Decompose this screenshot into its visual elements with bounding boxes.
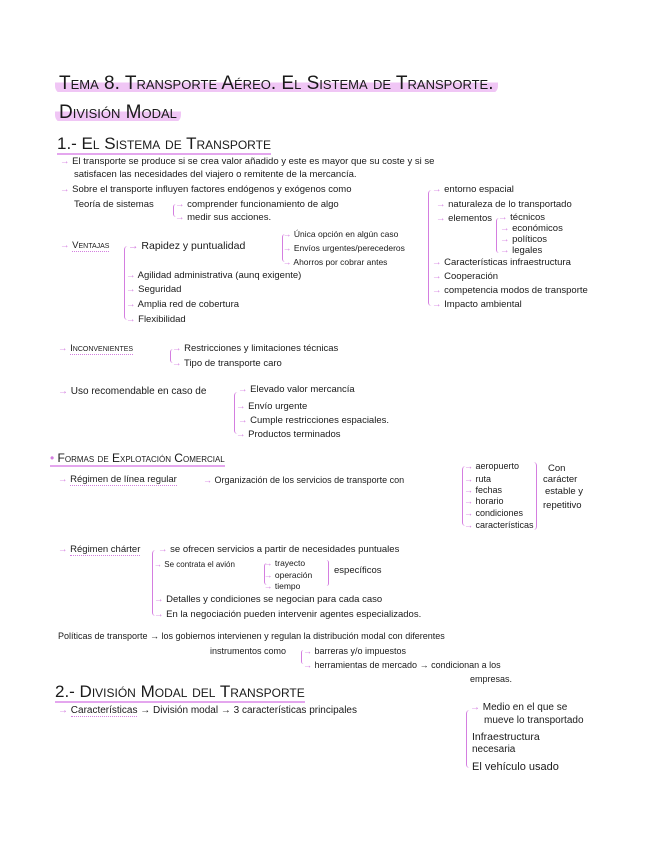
regular-item: → aeropuerto [464, 460, 519, 472]
uso-item: → Elevado valor mercancía [238, 384, 355, 396]
regular-text: Régimen de línea regular [70, 474, 177, 485]
charter-text: Régimen chárter [70, 544, 141, 555]
uso-bracket [234, 392, 241, 434]
instrumento-item: → herramientas de mercado → condicionan a los [303, 659, 501, 671]
s2-line-text: → División modal → 3 características principales [140, 705, 357, 716]
teoria-item: → comprender funcionamiento de algo [175, 199, 339, 211]
instrumento-item: → barreras y/o impuestos [303, 645, 406, 657]
regular-note: estable y [545, 486, 584, 497]
regular-note: repetitivo [543, 500, 582, 511]
caracteristicas-label: Características [70, 705, 138, 716]
paragraph-1b: satisfacen las necesidades del viajero o remitente de la mercancía. [74, 169, 357, 180]
charter-item: → Se contrata el avión [154, 559, 235, 571]
regular-note-bracket [530, 462, 537, 530]
paragraph-1a: → El transporte se produce si se crea valor añadido y este es mayor que su coste y si se [60, 156, 434, 168]
section-1-heading: 1.- El Sistema de Transporte [57, 134, 271, 153]
paragraph-2: → Sobre el transporte influyen factores endógenos y exógenos como [60, 184, 352, 196]
contrata-item: → tiempo [264, 580, 300, 592]
formas-heading: • Formas de Explotación Comercial [50, 452, 225, 467]
rapidez-item: → Única opción en algún caso [283, 228, 398, 240]
regular-note: Con [548, 463, 566, 474]
inconvenientes-text: Inconvenientes [70, 343, 134, 354]
arrow-icon: → [58, 705, 71, 716]
s2-item: mueve lo transportado [484, 715, 584, 726]
regular-item: → horario [464, 495, 504, 507]
politicas-text: Políticas de transporte → los gobiernos intervienen y regulan la distribución modal con diferentes [58, 631, 445, 641]
regular-item: → características [464, 519, 534, 531]
uso-item: → Cumple restricciones espaciales. [238, 415, 389, 427]
s2-item: → Medio en el que se [470, 702, 567, 714]
inconveniente-item: → Restricciones y limitaciones técnicas [172, 343, 338, 355]
regular-desc: → Organización de los servicios de transporte con [203, 474, 404, 486]
regular-item: → fechas [464, 484, 502, 496]
teoria-item: → medir sus acciones. [175, 212, 271, 224]
regular-item: → ruta [464, 473, 491, 485]
elemento-item: → económicos [500, 223, 563, 235]
ventaja-item: → Amplia red de cobertura [126, 299, 239, 311]
rapidez-label: → Rapidez y puntualidad [128, 240, 245, 252]
ventajas-text: Ventajas [72, 240, 110, 251]
elemento-item: → legales [500, 245, 542, 257]
instrumento-item: empresas. [470, 674, 513, 684]
instrumentos-label: instrumentos como [210, 646, 287, 656]
s2-item: Infraestructura [472, 731, 540, 743]
title-text-1: Tema 8. Transporte Aéreo. El Sistema de Transporte. [55, 73, 498, 94]
especificos-label: específicos [334, 565, 382, 576]
factor-item: → naturaleza de lo transportado [436, 199, 572, 211]
charter-item: → Detalles y condiciones se negocian para cada caso [154, 594, 382, 606]
title-text-2: División Modal [55, 102, 181, 123]
charter-item: → En la negociación pueden intervenir agentes especializados. [154, 609, 421, 621]
factor-item: → entorno espacial [432, 184, 514, 196]
elemento-item: → técnicos [498, 212, 545, 224]
factor-item: → Características infraestructura [432, 257, 571, 269]
rapidez-item: → Envíos urgentes/perecederos [283, 242, 405, 254]
regular-item: → condiciones [464, 507, 523, 519]
factor-item: → Impacto ambiental [432, 299, 522, 311]
s2-item: necesaria [472, 744, 516, 755]
charter-label [58, 544, 140, 556]
factor-item: → elementos [436, 213, 492, 225]
s2-item: El vehículo usado [472, 761, 559, 773]
rapidez-item: → Ahorros por cobrar antes [283, 256, 387, 268]
teoria-label: Teoría de sistemas [74, 199, 154, 210]
ventaja-item: → Agilidad administrativa (aunq exigente) [126, 270, 301, 282]
ventajas-label [60, 240, 109, 252]
title-line-2 [55, 101, 181, 125]
ventaja-item: → Flexibilidad [126, 314, 186, 326]
uso-item: → Envío urgente [236, 401, 307, 413]
contrata-item: → trayecto [264, 557, 305, 569]
title-line-1 [55, 72, 498, 96]
regular-note: carácter [543, 474, 578, 485]
inconveniente-item: → Tipo de transporte caro [172, 358, 282, 370]
factor-item: → competencia modos de transporte [432, 285, 588, 297]
especificos-bracket [324, 560, 329, 586]
elemento-item: → políticos [500, 234, 547, 246]
inconvenientes-label [58, 343, 133, 355]
regular-label [58, 474, 177, 486]
uso-item: → Productos terminados [236, 429, 341, 441]
s2-line [58, 705, 357, 717]
section-2-heading: 2.- División Modal del Transporte [55, 682, 305, 701]
factor-item: → Cooperación [432, 271, 498, 283]
charter-item: → se ofrecen servicios a partir de necesidades puntuales [158, 544, 399, 556]
contrata-item: → operación [264, 569, 312, 581]
ventaja-item: → Seguridad [126, 284, 181, 296]
uso-label: → Uso recomendable en caso de [58, 386, 206, 398]
